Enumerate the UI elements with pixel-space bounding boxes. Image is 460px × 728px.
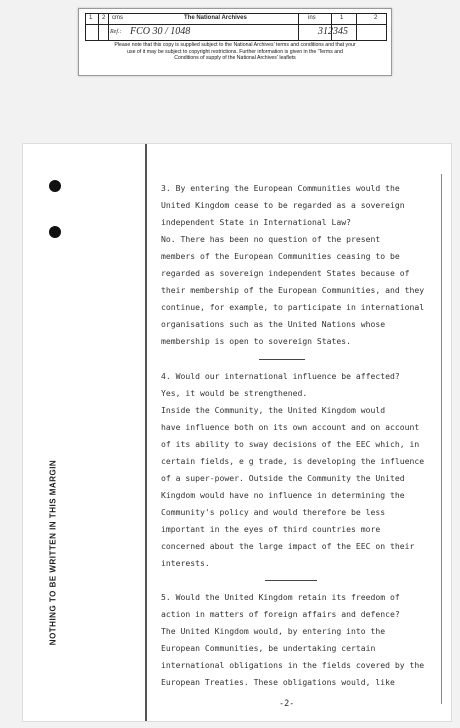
stamp-notice-line: use of it may be subject to copyright restrictions. Further information is given in the 'Terms and bbox=[127, 48, 343, 55]
text-line: European Communities, be undertaking certain bbox=[161, 643, 376, 653]
archive-reference-stamp bbox=[78, 8, 392, 76]
text-line: 4. Would our international influence be affected? bbox=[161, 371, 400, 381]
text-line: certain fields, e g trade, is developing the influence bbox=[161, 456, 425, 466]
text-line: have influence both on its own account and on account bbox=[161, 422, 420, 432]
text-line: No. There has been no question of the present bbox=[161, 234, 381, 244]
stamp-copyright-notice bbox=[87, 42, 383, 62]
stamp-header-row bbox=[86, 14, 386, 25]
margin-warning-text: NOTHING TO BE WRITTEN IN THIS MARGIN bbox=[48, 459, 58, 646]
text-line: continue, for example, to participate in international bbox=[161, 302, 425, 312]
text-line: members of the European Communities ceasing to be bbox=[161, 251, 400, 261]
stamp-ref-row bbox=[86, 25, 386, 39]
text-line: Kingdom would have no influence in determining the bbox=[161, 490, 405, 500]
text-line: 5. Would the United Kingdom retain its freedom of bbox=[161, 592, 400, 602]
text-line: international obligations in the fields covered by the bbox=[161, 660, 425, 670]
stamp-col4: 2 bbox=[374, 15, 378, 21]
text-line: concerned about the large impact of the EEC on their bbox=[161, 541, 415, 551]
stamp-ref-label: Ref.: bbox=[110, 29, 122, 35]
page-number: -2- bbox=[279, 699, 295, 709]
text-line: Community's policy and would therefore be less bbox=[161, 507, 386, 517]
section-separator bbox=[265, 580, 317, 581]
stamp-col1: 1 bbox=[89, 15, 93, 21]
stamp-number: 312345 bbox=[318, 26, 348, 37]
stamp-notice-line: Please note that this copy is supplied subject to the National Archives' terms and conditions and that your bbox=[114, 42, 356, 48]
text-line: Inside the Community, the United Kingdom would bbox=[161, 405, 386, 415]
text-line: important in the eyes of third countries more bbox=[161, 524, 381, 534]
text-line: The United Kingdom would, by entering into the bbox=[161, 626, 386, 636]
text-line: action in matters of foreign affairs and defence? bbox=[161, 609, 400, 619]
punch-hole bbox=[49, 180, 61, 192]
stamp-grid bbox=[85, 13, 387, 41]
section-separator bbox=[259, 359, 305, 360]
stamp-notice-line: Conditions of supply of the National Archives' leaflets bbox=[174, 55, 296, 61]
text-line: 3. By entering the European Communities would the bbox=[161, 183, 400, 193]
text-line: United Kingdom cease to be regarded as a sovereign bbox=[161, 200, 405, 210]
text-line: membership is open to sovereign States. bbox=[161, 336, 352, 346]
stamp-col2: 2 bbox=[102, 15, 106, 21]
margin-rule bbox=[145, 144, 147, 721]
text-line: regarded as sovereign independent States because of bbox=[161, 268, 410, 278]
document-page bbox=[22, 143, 452, 722]
stamp-archive-name: The National Archives bbox=[184, 15, 247, 21]
text-line: organisations such as the United Nations whose bbox=[161, 319, 386, 329]
stamp-ins: ins bbox=[308, 15, 316, 21]
text-line: Yes, it would be strengthened. bbox=[161, 388, 308, 398]
text-line: independent State in International Law? bbox=[161, 217, 352, 227]
text-line: their membership of the European Communities, and they bbox=[161, 285, 425, 295]
text-line: of a super-power. Outside the Community the United bbox=[161, 473, 405, 483]
text-line: interests. bbox=[161, 558, 210, 568]
stamp-cms: cms bbox=[112, 15, 123, 21]
right-edge-rule bbox=[441, 174, 442, 704]
stamp-col3: 1 bbox=[340, 15, 344, 21]
stamp-ref-value: FCO 30 / 1048 bbox=[130, 26, 191, 37]
text-line: of its ability to sway decisions of the EEC which, in bbox=[161, 439, 420, 449]
text-line: European Treaties. These obligations would, like bbox=[161, 677, 395, 687]
punch-hole bbox=[49, 226, 61, 238]
